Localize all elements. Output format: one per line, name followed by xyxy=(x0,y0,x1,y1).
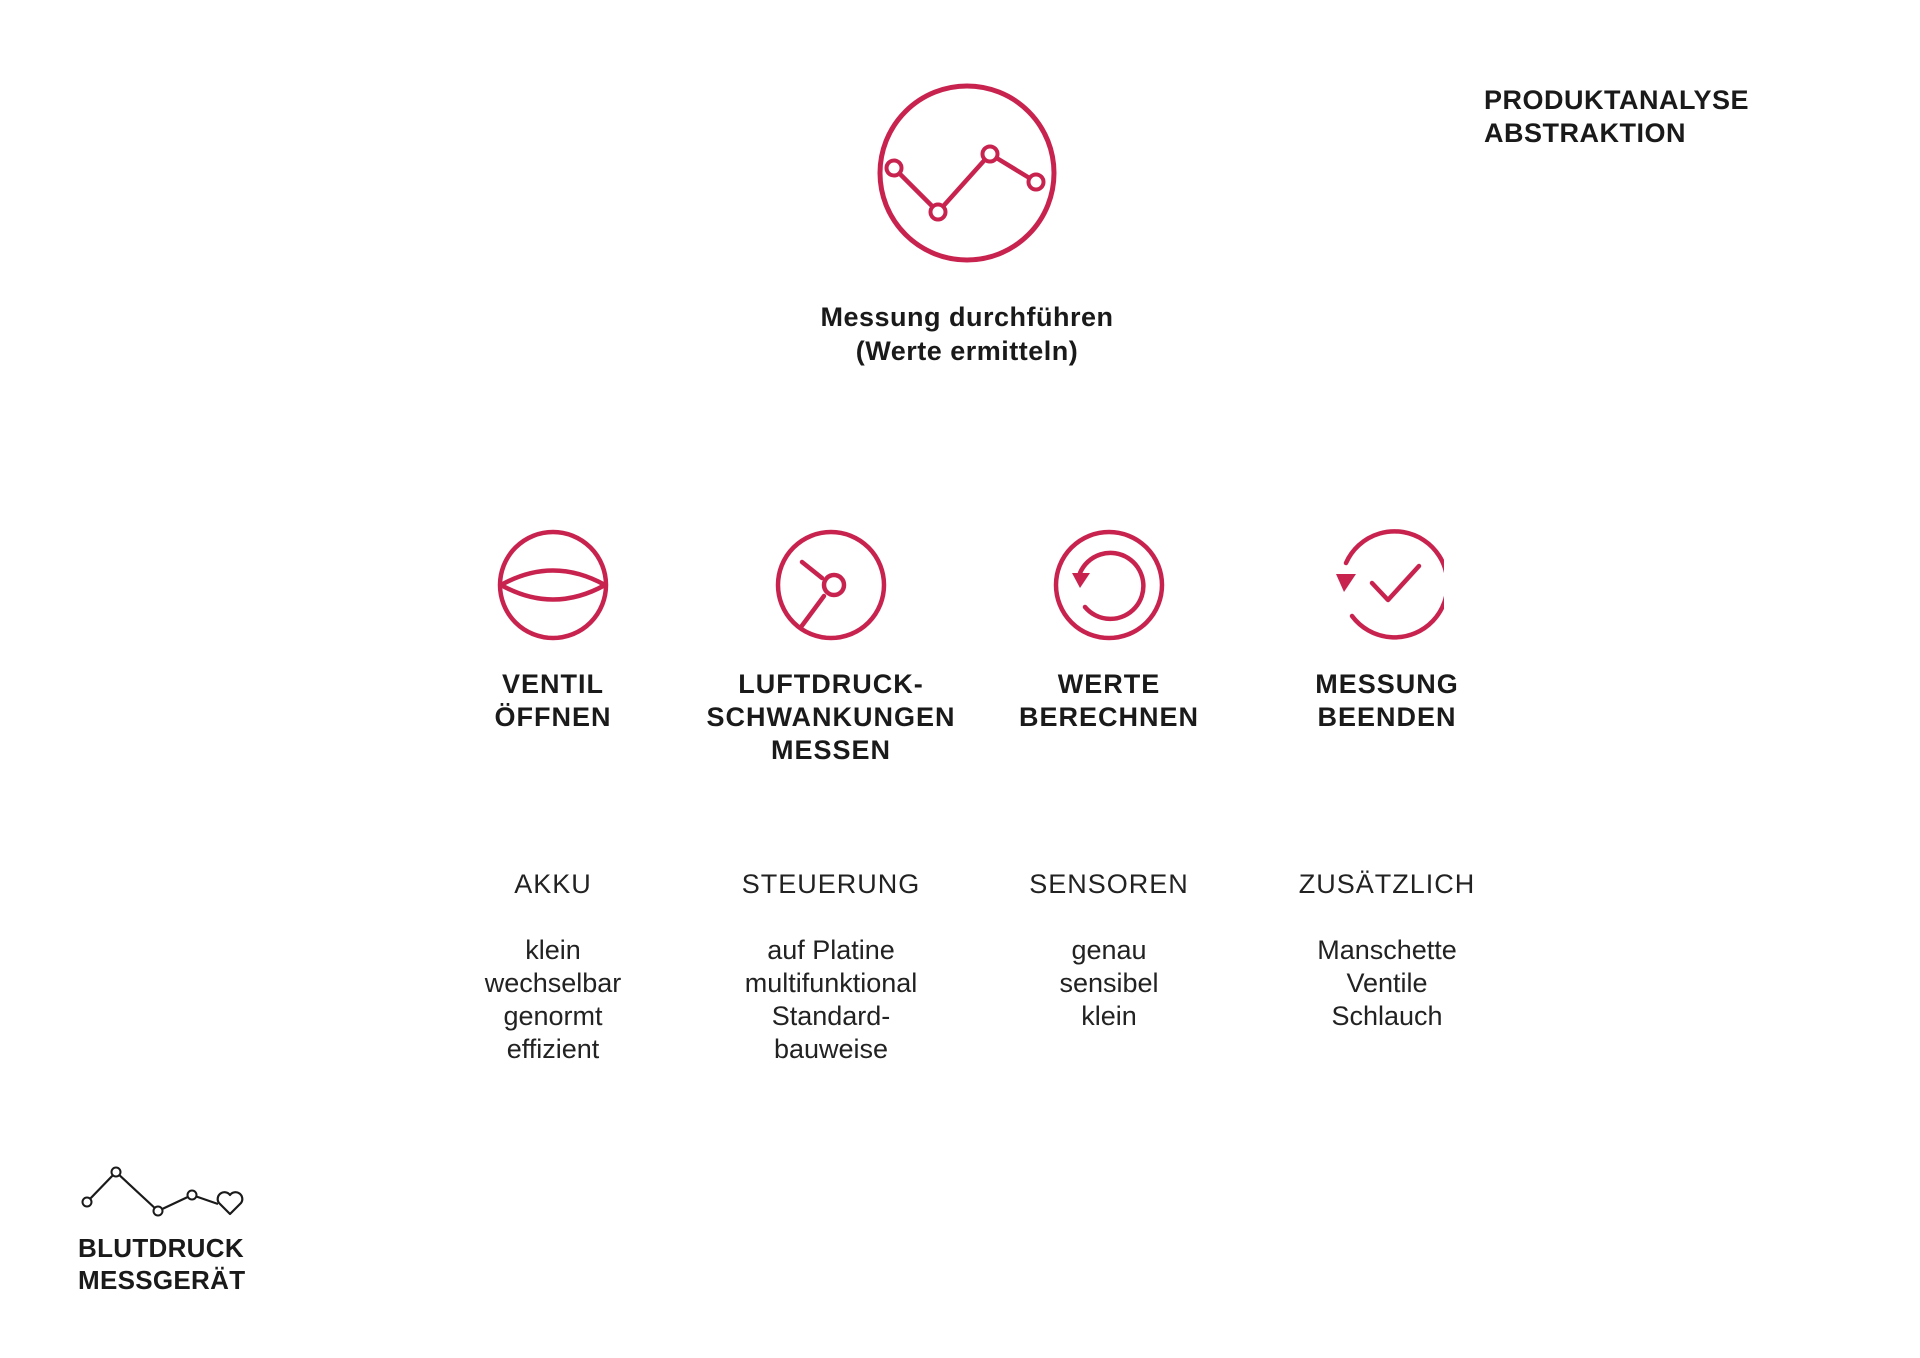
spec-item: bauweise xyxy=(773,1034,889,1064)
spec-item: Manschette xyxy=(1317,935,1457,965)
spec-steuerung xyxy=(681,868,981,1066)
spec-sensoren xyxy=(959,868,1259,1033)
spec-heading: SENSOREN xyxy=(1029,869,1189,899)
spec-item: wechselbar xyxy=(484,968,622,998)
spec-zusaetzlich xyxy=(1237,868,1537,1033)
spec-item: multifunktional xyxy=(744,968,918,998)
spec-item: klein xyxy=(525,935,581,965)
function-title-line: LUFTDRUCK- xyxy=(738,669,924,699)
spec-item: auf Platine xyxy=(767,935,895,965)
function-werte xyxy=(959,528,1259,734)
refresh-cycle-icon xyxy=(1052,528,1166,642)
logo xyxy=(78,1156,258,1296)
function-title-line: MESSEN xyxy=(770,735,892,765)
function-title-line: BERECHNEN xyxy=(1018,702,1200,732)
function-title-line: SCHWANKUNGEN xyxy=(706,702,956,732)
header-tag xyxy=(1484,84,1749,150)
spec-akku xyxy=(403,868,703,1066)
spec-heading: AKKU xyxy=(514,869,592,899)
spec-item: genormt xyxy=(503,1001,603,1031)
main-function-label xyxy=(767,300,1167,368)
logo-line-1: BLUTDRUCK xyxy=(78,1233,244,1263)
spec-item: genau xyxy=(1071,935,1147,965)
logo-text xyxy=(78,1232,258,1296)
function-title xyxy=(1237,668,1537,734)
spec-item: klein xyxy=(1081,1001,1137,1031)
function-ventil xyxy=(403,528,703,734)
header-line-2: ABSTRAKTION xyxy=(1484,118,1686,148)
spec-heading: STEUERUNG xyxy=(741,869,921,899)
spec-item: Ventile xyxy=(1346,968,1428,998)
check-cycle-icon xyxy=(1330,528,1444,642)
function-title xyxy=(681,668,981,767)
gauge-needle-icon xyxy=(774,528,888,642)
function-title xyxy=(403,668,703,734)
function-luftdruck xyxy=(681,528,981,767)
function-title-line: ÖFFNEN xyxy=(494,702,612,732)
logo-line-2: MESSGERÄT xyxy=(78,1265,246,1295)
function-title xyxy=(959,668,1259,734)
spec-item: effizient xyxy=(506,1034,600,1064)
spec-item: Schlauch xyxy=(1331,1001,1443,1031)
spec-item: Standard- xyxy=(771,1001,891,1031)
valve-sphere-icon xyxy=(496,528,610,642)
function-title-line: WERTE xyxy=(1057,669,1161,699)
header-line-1: PRODUKTANALYSE xyxy=(1484,85,1750,115)
main-label-line-1: Messung durchführen xyxy=(820,302,1114,332)
function-messung-beenden xyxy=(1237,528,1537,734)
spec-item: sensibel xyxy=(1059,968,1159,998)
function-title-line: MESSUNG xyxy=(1315,669,1459,699)
line-graph-icon xyxy=(876,82,1058,264)
function-title-line: BEENDEN xyxy=(1317,702,1457,732)
spec-heading: ZUSÄTZLICH xyxy=(1298,869,1476,899)
main-label-line-2: (Werte ermitteln) xyxy=(855,336,1079,366)
pulse-heart-icon xyxy=(78,1156,248,1218)
function-title-line: VENTIL xyxy=(501,669,604,699)
